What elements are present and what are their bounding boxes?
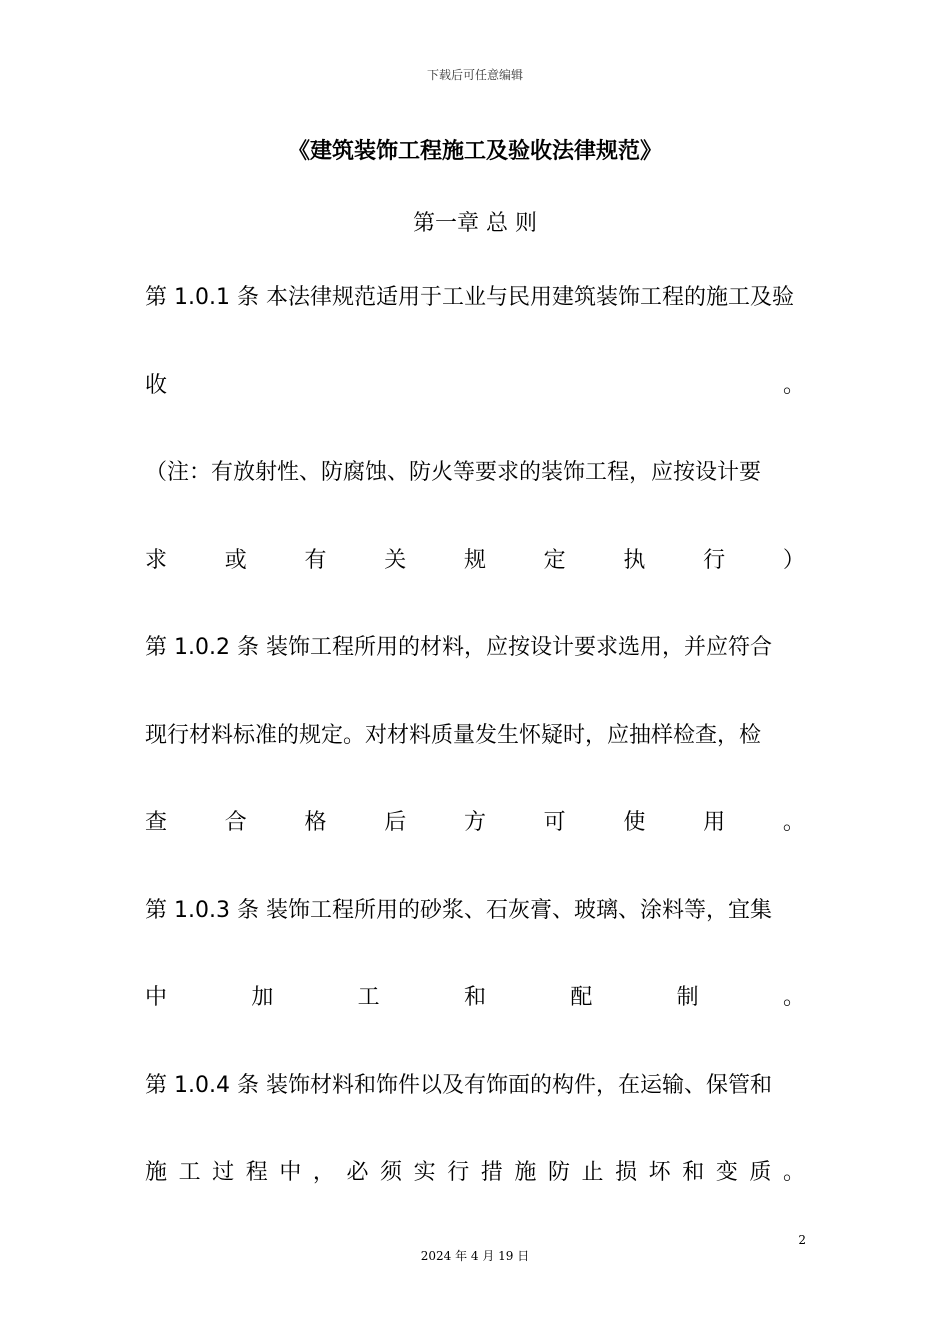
body-char: 后: [384, 810, 407, 835]
body-char: 。: [782, 373, 805, 398]
body-line: 现行材料标准的规定。对材料质量发生怀疑时，应抽样检查，检: [145, 723, 762, 748]
body-line: 第 1.0.4 条 装饰材料和饰件以及有饰面的构件，在运输、保管和: [145, 1073, 772, 1098]
body-char: 制: [676, 985, 699, 1010]
body-char: 程: [245, 1160, 268, 1185]
body-char: ，: [312, 1160, 335, 1185]
body-char: 损: [615, 1160, 638, 1185]
body-char: 行: [703, 548, 726, 573]
body-char: 行: [447, 1160, 470, 1185]
body-char: 。: [782, 1160, 805, 1185]
body-char: 有: [304, 548, 327, 573]
footer-date: 2024 年 4 月 19 日: [420, 1249, 530, 1263]
body-char: 合: [224, 810, 247, 835]
body-char: 中: [145, 985, 168, 1010]
document-title: 《建筑装饰工程施工及验收法律规范》: [287, 139, 662, 164]
header-note: 下载后可任意编辑: [426, 68, 523, 82]
body-char: 止: [581, 1160, 604, 1185]
body-char: 格: [304, 810, 327, 835]
body-line: [145, 1157, 805, 1189]
body-line: [145, 545, 805, 577]
body-char: 。: [782, 810, 805, 835]
body-char: 过: [212, 1160, 235, 1185]
body-line: 第 1.0.1 条 本法律规范适用于工业与民用建筑装饰工程的施工及验: [145, 285, 794, 310]
body-line: [145, 807, 805, 839]
body-line: [145, 370, 805, 402]
body-char: 和: [463, 985, 486, 1010]
body-char: 关: [384, 548, 407, 573]
body-char: 求: [145, 548, 168, 573]
body-char: 须: [380, 1160, 403, 1185]
body-line: （注：有放射性、防腐蚀、防火等要求的装饰工程，应按设计要: [145, 460, 762, 485]
chapter-title: 第一章 总 则: [413, 211, 537, 236]
body-char: 施: [514, 1160, 537, 1185]
body-char: 使: [623, 810, 646, 835]
body-char: ）: [782, 548, 805, 573]
body-char: 实: [413, 1160, 436, 1185]
body-char: 措: [480, 1160, 503, 1185]
body-char: 必: [346, 1160, 369, 1185]
body-line: [145, 982, 805, 1014]
body-char: 查: [145, 810, 168, 835]
body-char: 收: [145, 373, 168, 398]
page-number: 2: [798, 1233, 806, 1247]
body-line: 第 1.0.2 条 装饰工程所用的材料，应按设计要求选用，并应符合: [145, 635, 772, 660]
body-char: 质: [749, 1160, 772, 1185]
body-char: 配: [570, 985, 593, 1010]
body-char: 中: [279, 1160, 302, 1185]
body-char: 施: [145, 1160, 168, 1185]
body-char: 用: [703, 810, 726, 835]
body-char: 或: [224, 548, 247, 573]
body-char: 方: [463, 810, 486, 835]
body-char: 可: [543, 810, 566, 835]
body-char: 坏: [648, 1160, 671, 1185]
body-line: 第 1.0.3 条 装饰工程所用的砂浆、石灰膏、玻璃、涂料等，宜集: [145, 898, 772, 923]
body-char: 执: [623, 548, 646, 573]
body-char: 定: [543, 548, 566, 573]
body-char: 规: [463, 548, 486, 573]
body-char: 变: [715, 1160, 738, 1185]
body-char: 。: [782, 985, 805, 1010]
body-char: 工: [178, 1160, 201, 1185]
body-char: 加: [251, 985, 274, 1010]
body-char: 工: [357, 985, 380, 1010]
body-char: 和: [682, 1160, 705, 1185]
body-char: 防: [547, 1160, 570, 1185]
